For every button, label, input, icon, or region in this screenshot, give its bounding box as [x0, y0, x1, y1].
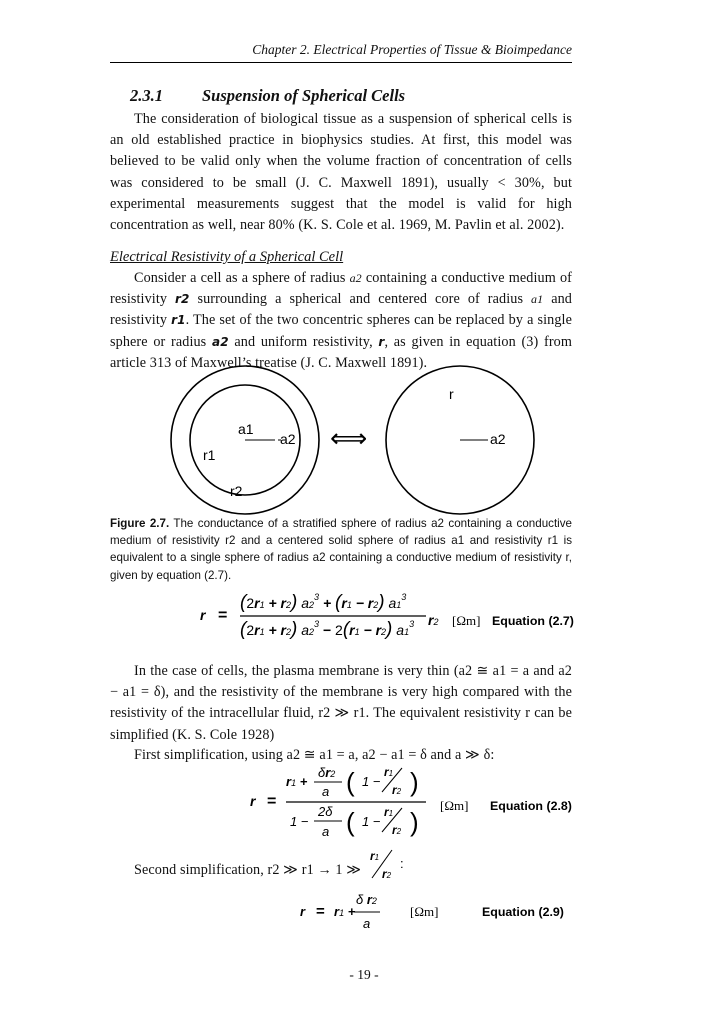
- figure-caption: [110, 515, 572, 584]
- svg-text:r1: r1: [384, 805, 394, 819]
- svg-text:r1: r1: [384, 765, 394, 779]
- svg-text:Equation (2.9): Equation (2.9): [482, 905, 564, 919]
- intro-paragraph: The consideration of biological tissue as a suspension of spherical cells is an old established practice in biophysics studies. At first, this model was believed to be valid only when the volume fraction of concentration of cells was considered to be small (J. C. Maxwell 1891), usually < 30%, but experimental measurements suggest that the model is valid for high concentration as well, near 80% (K. S. Cole et al. 1969, M. Pavlin et al. 2002).: [110, 111, 572, 234]
- svg-text:=: =: [218, 607, 228, 624]
- caption-label: Figure 2.7.: [110, 517, 170, 530]
- svg-text:r: r: [250, 793, 256, 809]
- caption-text: The conductance of a stratified sphere of radius a2 containing a conductive medium of resistivity r2 and a centered solid sphere of radius a1 and resistivity r1 is equivalent to a single sphere of radius a2 containing a conductive medium of resistivity r, given by equation (2.7).: [110, 517, 572, 582]
- svg-text:): ): [410, 767, 419, 797]
- cell-paragraph: Consider a cell as a sphere of radius a2 containing a conductive medium of resistivity r2 surrounding a spherical and centered core of radius a1 and resistivity r1. The set of the two concentric spheres can be replaced by a single sphere or radius a2 and uniform resistivity, r, as given in equation (3) from article 313 of Maxwell’s treatise (J. C. Maxwell 1891).: [110, 270, 572, 371]
- svg-text:r: r: [200, 607, 206, 623]
- svg-text:r2: r2: [392, 823, 402, 837]
- label-a2-left: a2: [280, 431, 296, 447]
- svg-text:(: (: [346, 807, 355, 837]
- label-r2: r2: [230, 483, 243, 499]
- svg-text:(: (: [346, 767, 355, 797]
- equation-2-8: [250, 764, 580, 844]
- svg-text:=: =: [267, 793, 277, 810]
- svg-text:a: a: [322, 824, 330, 839]
- section-heading: [130, 86, 405, 106]
- svg-text:r2: r2: [428, 612, 439, 628]
- svg-text:r1 +: r1 +: [286, 774, 308, 789]
- label-r1: r1: [203, 447, 216, 463]
- svg-text:r: r: [300, 904, 306, 919]
- second-simplification: Second simplification, r2 ≫ r1 → 1 ≫: [134, 862, 362, 878]
- equation-2-7: [200, 585, 580, 645]
- subsection-title: Electrical Resistivity of a Spherical Cell: [110, 249, 344, 265]
- svg-text:=: =: [316, 903, 325, 920]
- first-simplification: First simplification, using a2 ≅ a1 = a, a2 − a1 = δ and a ≫ δ:: [134, 747, 495, 763]
- svg-text:Equation (2.7): Equation (2.7): [492, 614, 574, 628]
- svg-text:Equation (2.8): Equation (2.8): [490, 799, 572, 813]
- svg-text:r2: r2: [382, 867, 392, 881]
- svg-text:1 −: 1 −: [290, 814, 309, 829]
- ratio-r1-r2: [366, 846, 416, 882]
- svg-text::: :: [400, 856, 404, 871]
- svg-text:[Ωm]: [Ωm]: [410, 904, 439, 919]
- label-a2-right: a2: [490, 431, 506, 447]
- section-number: 2.3.1: [130, 86, 163, 105]
- svg-text:r1: r1: [370, 849, 380, 863]
- label-a1: a1: [238, 421, 254, 437]
- svg-text:δ r2: δ r2: [356, 892, 377, 907]
- running-header: Chapter 2. Electrical Properties of Tissue & Bioimpedance: [252, 42, 572, 57]
- svg-text:δr2: δr2: [318, 765, 336, 780]
- svg-text:a: a: [363, 916, 371, 931]
- label-r: r: [449, 386, 454, 402]
- svg-text:): ): [410, 807, 419, 837]
- svg-text:1 −: 1 −: [362, 814, 381, 829]
- figure-2-7: [160, 365, 590, 515]
- svg-text:2δ: 2δ: [318, 804, 333, 819]
- membrane-paragraph: In the case of cells, the plasma membrane is very thin (a2 ≅ a1 = a and a2 − a1 = δ), and the resistivity of the membrane is very high compared with the resistivity of the intracellular fluid, r2 ≫ r1. The equivalent resistivity r can be simplified (K. S. Cole 1928): [110, 663, 572, 743]
- svg-text:[Ωm]: [Ωm]: [452, 613, 481, 628]
- svg-text:a: a: [322, 784, 330, 799]
- section-title: Suspension of Spherical Cells: [202, 86, 406, 105]
- page-number: - 19 -: [349, 967, 379, 982]
- svg-text:(2r1 + r2) a23 − 2(r1 − r2) a: (2r1 + r2) $a2^3 - 2(r1 - r2)$ $a1^3$: [240, 619, 415, 640]
- svg-text:(2r1 + r2) a23 + (r1 − r2) a1: (2r1 + r2) $a2^3 + (r1 - r2)$ $a1^3$: [240, 592, 407, 613]
- svg-text:r2: r2: [392, 783, 402, 797]
- svg-text:1 −: 1 −: [362, 774, 381, 789]
- header-rule: [110, 62, 572, 63]
- svg-text:[Ωm]: [Ωm]: [440, 798, 469, 813]
- equation-2-9: [300, 890, 580, 934]
- equivalence-arrow: ⟺: [330, 423, 368, 453]
- svg-text:r1 +: r1 +: [334, 904, 356, 919]
